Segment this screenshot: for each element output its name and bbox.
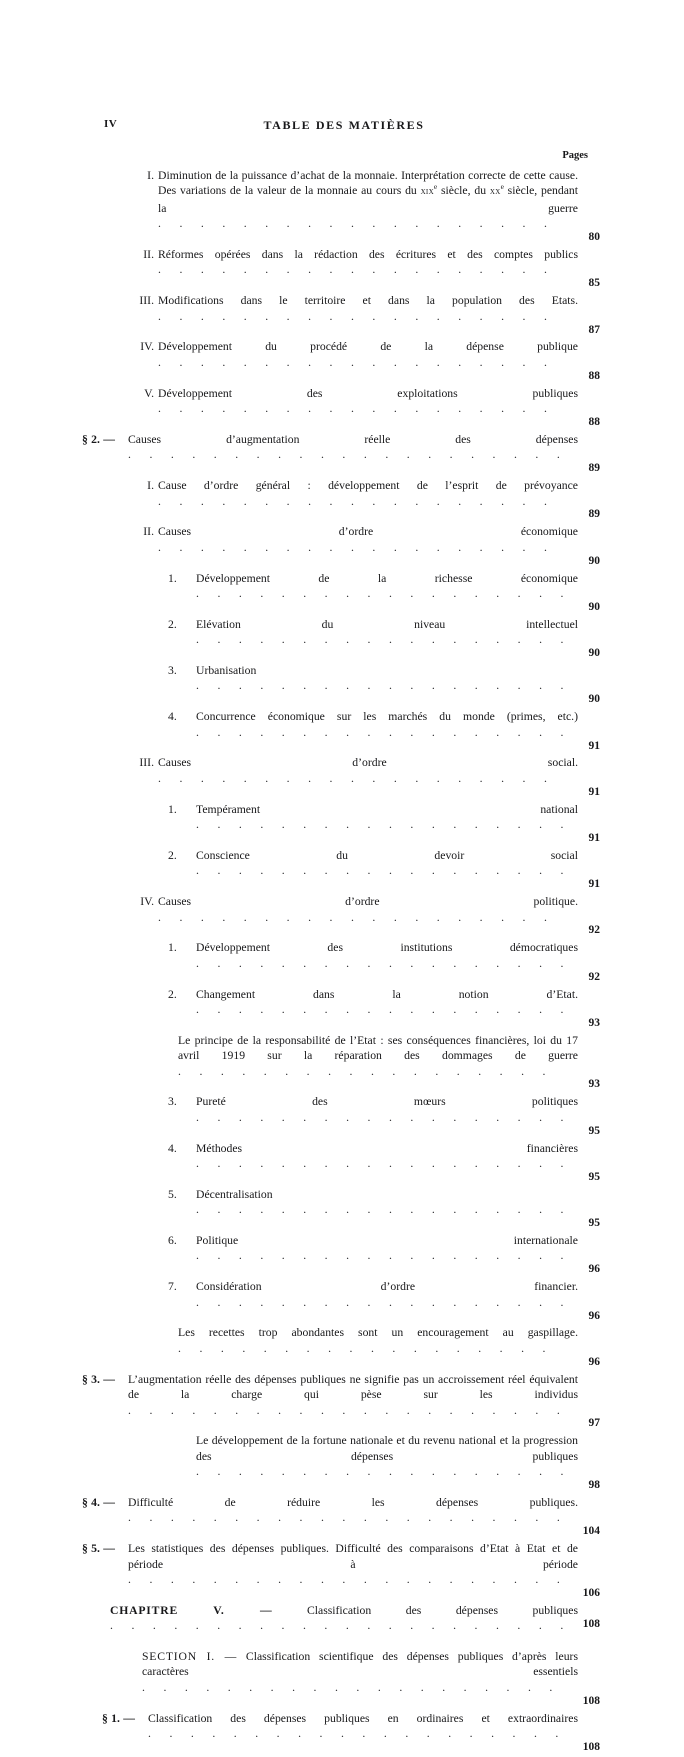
toc-entry-text: III. Modifications dans le territoire et dans la population des Etats. . . . . . . . . . . . . . . . . . . . — [0, 293, 684, 339]
toc-entry-text: § 5. — Les statistiques des dépenses publiques. Difficulté des comparaisons d’Etat à Etat et de période à période . . . . . . . . . . . . . . . . . . . . . — [82, 1542, 578, 1586]
entry-marker: 1. — [168, 571, 177, 585]
entry-marker: 7. — [168, 1280, 177, 1294]
dot-leader: . . . . . . . . . . . . . . . . . . — [196, 1465, 572, 1479]
entry-marker: 6. — [168, 1234, 177, 1248]
dot-leader: . . . . . . . . . . . . . . . . . . — [196, 1002, 572, 1016]
dot-leader: . . . . . . . . . . . . . . . . . . . — [158, 910, 555, 924]
toc-entry-page: 95 — [588, 1124, 600, 1137]
entry-marker: V. — [144, 386, 154, 400]
toc-entry-text: Les recettes trop abondantes sont un encouragement au gaspillage. . . . . . . . . . . . . . . . . . . — [178, 1326, 578, 1355]
toc-entry[interactable] — [0, 293, 684, 339]
toc-entry-text: 4. Concurrence économique sur les marchés du monde (primes, etc.) . . . . . . . . . . . . . . . . . . — [168, 710, 578, 739]
entry-marker: III. — [139, 756, 154, 770]
toc-entry-page: 89 — [588, 462, 600, 475]
toc-entry-page: 96 — [588, 1309, 600, 1322]
entry-marker: 2. — [168, 848, 177, 862]
toc-entry-page: 90 — [588, 693, 600, 706]
toc-entry[interactable] — [0, 1649, 684, 1711]
dot-leader: . . . . . . . . . . . . . . . . . . — [196, 1157, 572, 1170]
toc-entry-page: 108 — [582, 1617, 600, 1630]
dot-leader: . . . . . . . . . . . . . . . . . . . — [158, 263, 555, 277]
dot-leader: . . . . . . . . . . . . . . . . . . . . — [142, 1680, 560, 1694]
toc-entry-page: 80 — [588, 231, 600, 244]
dot-leader: . . . . . . . . . . . . . . . . . . . — [158, 771, 555, 785]
toc-entry-text: IV. Causes d’ordre politique. . . . . . . . . . . . . . . . . . . . — [0, 894, 684, 940]
toc-entry[interactable] — [0, 571, 684, 617]
dot-leader: . . . . . . . . . . . . . . . . . . . . . — [128, 1572, 568, 1586]
entry-marker: CHAPITRE V. — — [110, 1603, 273, 1617]
dot-leader: . . . . . . . . . . . . . . . . . . — [196, 1110, 572, 1124]
entry-marker: 1. — [168, 802, 177, 816]
toc-entry-text: 3. Pureté des mœurs politiques . . . . . . . . . . . . . . . . . . — [168, 1095, 578, 1124]
entry-marker: § 3. — — [82, 1372, 115, 1386]
entry-marker: 2. — [168, 617, 177, 631]
toc-entry-page: 95 — [588, 1170, 600, 1183]
entry-marker: IV. — [140, 340, 154, 354]
toc-entry[interactable] — [0, 1541, 684, 1603]
toc-entry-text: 1. Développement des institutions démocratiques . . . . . . . . . . . . . . . . . . — [168, 941, 578, 970]
entry-marker: I. — [147, 169, 154, 182]
toc-entry-text: Le développement de la fortune nationale et du revenu national et la progression des dépenses publiques . . . . . . . . . . . . . . . . . . — [196, 1434, 578, 1479]
toc-entry-page: 92 — [588, 970, 600, 983]
dot-leader: . . . . . . . . . . . . . . . . . . — [196, 818, 572, 832]
toc-entry-page: 91 — [588, 831, 600, 844]
toc-entry[interactable] — [0, 1711, 684, 1757]
toc-entry-page: 98 — [588, 1479, 600, 1492]
dot-leader: . . . . . . . . . . . . . . . . . . — [196, 1295, 572, 1309]
entry-marker: § 1. — — [102, 1711, 135, 1725]
toc-entry[interactable] — [0, 1094, 684, 1140]
toc-entry-text: II. Causes d’ordre économique . . . . . . . . . . . . . . . . . . . — [0, 524, 684, 570]
dot-leader: . . . . . . . . . . . . . . . . . . — [178, 1064, 554, 1078]
table-of-contents — [0, 168, 684, 1757]
dot-leader: . . . . . . . . . . . . . . . . . . . — [158, 402, 555, 416]
toc-entry-text: 6. Politique internationale . . . . . . . . . . . . . . . . . . — [168, 1234, 578, 1263]
toc-entry-page: 92 — [588, 924, 600, 937]
dot-leader: . . . . . . . . . . . . . . . . . . — [196, 1249, 572, 1263]
entry-marker: III. — [139, 294, 154, 308]
toc-entry-page: 108 — [582, 1740, 600, 1753]
toc-entry-text: I. Cause d’ordre général : développement de l’esprit de prévoyance . . . . . . . . . . . . . . . . . . . — [0, 478, 684, 524]
entry-marker: IV. — [140, 895, 154, 909]
entry-marker: 2. — [168, 987, 177, 1001]
dot-leader: . . . . . . . . . . . . . . . . . . — [196, 586, 572, 600]
toc-entry-page: 87 — [588, 323, 600, 336]
dot-leader: . . . . . . . . . . . . . . . . . . . . . — [128, 1403, 568, 1417]
toc-entry-text: IV. Développement du procédé de la dépense publique . . . . . . . . . . . . . . . . . . . — [0, 339, 684, 385]
toc-entry[interactable] — [0, 339, 684, 385]
toc-entry-text: § 4. — Difficulté de réduire les dépenses publiques. . . . . . . . . . . . . . . . . . . . . . — [82, 1495, 578, 1525]
dot-leader: . . . . . . . . . . . . . . . . . . . — [158, 355, 555, 369]
toc-entry[interactable] — [0, 1433, 684, 1495]
toc-entry-text: V. Développement des exploitations publiques . . . . . . . . . . . . . . . . . . . — [0, 386, 684, 432]
entry-marker: § 4. — — [82, 1495, 115, 1509]
toc-entry-text: 7. Considération d’ordre financier. . . . . . . . . . . . . . . . . . . — [168, 1280, 578, 1309]
toc-entry-page: 88 — [588, 416, 600, 428]
dot-leader: . . . . . . . . . . . . . . . . . . . — [158, 494, 555, 508]
toc-entry-page: 106 — [582, 1586, 600, 1599]
toc-entry-text: 4. Méthodes financières . . . . . . . . . . . . . . . . . . — [168, 1141, 578, 1170]
toc-entry-page: 96 — [588, 1355, 600, 1368]
toc-entry[interactable] — [0, 247, 684, 293]
dot-leader: . . . . . . . . . . . . . . . . . . . — [158, 309, 555, 323]
dot-leader: . . . . . . . . . . . . . . . . . . — [196, 956, 572, 970]
toc-entry-page: 89 — [588, 508, 600, 521]
toc-entry-page: 85 — [588, 277, 600, 290]
toc-entry-text: I. Diminution de la puissance d’achat de la monnaie. Interprétation correcte de cette cause. Des variations de la valeur de la monnaie au cours du xix$^e$ siècle, du $xx^e$ siècle, pendant la guerre . . . . . . . . . . . . . . . . . . . — [0, 168, 684, 247]
entry-marker: 3. — [168, 664, 177, 677]
toc-entry[interactable] — [0, 940, 684, 986]
toc-entry-text: II. Réformes opérées dans la rédaction des écritures et des comptes publics . . . . . . . . . . . . . . . . . . . — [0, 247, 684, 293]
toc-entry[interactable] — [0, 1187, 684, 1233]
dot-leader: . . . . . . . . . . . . . . . . . . — [196, 864, 572, 878]
dot-leader: . . . . . . . . . . . . . . . . . . — [178, 1341, 554, 1355]
entry-marker: II. — [143, 525, 154, 539]
dot-leader: . . . . . . . . . . . . . . . . . . . . . . — [110, 1619, 571, 1633]
toc-entry[interactable] — [0, 1141, 684, 1187]
toc-entry-text: § 3. — L’augmentation réelle des dépenses publiques ne signifie pas un accroissement réel équivalent de la charge qui pèse sur les individus . . . . . . . . . . . . . . . . . . . . . — [82, 1372, 578, 1417]
toc-entry[interactable] — [0, 1603, 684, 1649]
dot-leader: . . . . . . . . . . . . . . . . . . . — [158, 217, 555, 231]
dot-leader: . . . . . . . . . . . . . . . . . . — [196, 679, 572, 693]
toc-entry-text: Le principe de la responsabilité de l’Etat : ses conséquences financières, loi du 17 avril 1919 sur la réparation des dommages de guerre . . . . . . . . . . . . . . . . . . — [178, 1033, 578, 1078]
toc-entry-text: 2. Changement dans la notion d’Etat. . . . . . . . . . . . . . . . . . . — [168, 987, 578, 1016]
dot-leader: . . . . . . . . . . . . . . . . . . — [196, 725, 572, 739]
toc-entry-text: 1. Tempérament national . . . . . . . . . . . . . . . . . . — [168, 802, 578, 832]
toc-entry-text: 2. Conscience du devoir social . . . . . . . . . . . . . . . . . . — [168, 848, 578, 878]
toc-entry[interactable] — [0, 663, 684, 709]
toc-entry[interactable] — [0, 432, 684, 478]
toc-entry[interactable] — [0, 802, 684, 848]
entry-marker: 1. — [168, 941, 177, 955]
toc-entry-page: 97 — [588, 1417, 600, 1430]
toc-entry-page: 90 — [588, 647, 600, 660]
entry-marker: 3. — [168, 1095, 177, 1109]
toc-entry[interactable] — [0, 709, 684, 755]
toc-entry[interactable] — [0, 386, 684, 432]
toc-entry-page: 104 — [582, 1525, 600, 1538]
entry-marker: II. — [143, 248, 154, 262]
dot-leader: . . . . . . . . . . . . . . . . . . — [196, 633, 572, 647]
toc-entry[interactable] — [0, 1372, 684, 1434]
entry-marker: 4. — [168, 1141, 177, 1155]
toc-entry[interactable] — [0, 478, 684, 524]
toc-entry[interactable] — [0, 894, 684, 940]
toc-entry[interactable] — [0, 524, 684, 570]
toc-entry[interactable] — [0, 1325, 684, 1371]
toc-entry-page: 91 — [588, 785, 600, 798]
toc-entry-page: 93 — [588, 1016, 600, 1029]
toc-entry[interactable] — [0, 848, 684, 894]
dot-leader: . . . . . . . . . . . . . . . . . . . . . — [128, 448, 568, 462]
running-head — [104, 118, 584, 134]
toc-entry-page: 93 — [588, 1078, 600, 1091]
dot-leader: . . . . . . . . . . . . . . . . . . . . . — [128, 1511, 568, 1525]
toc-entry[interactable] — [0, 987, 684, 1033]
entry-marker: § 2. — — [82, 432, 115, 446]
toc-entry[interactable] — [0, 168, 684, 247]
toc-entry-page: 108 — [582, 1694, 600, 1707]
toc-entry[interactable] — [0, 1033, 684, 1095]
toc-entry-text: 5. Décentralisation . . . . . . . . . . . . . . . . . . — [168, 1187, 572, 1217]
toc-entry-text: § 1. — Classification des dépenses publiques en ordinaires et extraordinaires . . . . . . . . . . . . . . . . . . . . — [102, 1711, 578, 1741]
toc-entry-text: CHAPITRE V. — Classification des dépenses publiques . . . . . . . . . . . . . . . . . . . . . . — [110, 1603, 578, 1633]
entry-marker: § 5. — — [82, 1542, 115, 1556]
folio-number: IV — [104, 118, 118, 130]
toc-entry-text: SECTION I. — Classification scientifique des dépenses publiques d’après leurs caractères essentiels . . . . . . . . . . . . . . . . . . . . — [142, 1650, 578, 1694]
dot-leader: . . . . . . . . . . . . . . . . . . . — [158, 540, 555, 554]
toc-entry[interactable] — [0, 617, 684, 663]
toc-entry-page: 91 — [588, 878, 600, 891]
toc-entry-page: 90 — [588, 600, 600, 613]
toc-entry-page: 90 — [588, 554, 600, 567]
toc-entry[interactable] — [0, 1495, 684, 1541]
dot-leader: . . . . . . . . . . . . . . . . . . . . — [148, 1727, 566, 1741]
pages-column-label: Pages — [562, 150, 588, 161]
entry-marker: I. — [147, 479, 154, 493]
toc-entry-text: III. Causes d’ordre social. . . . . . . . . . . . . . . . . . . . — [0, 755, 684, 801]
dot-leader: . . . . . . . . . . . . . . . . . . — [196, 1203, 572, 1217]
toc-entry[interactable] — [0, 1279, 684, 1325]
toc-entry-page: 95 — [588, 1217, 600, 1230]
page-title: TABLE DES MATIÈRES — [263, 118, 425, 132]
toc-entry[interactable] — [0, 1233, 684, 1279]
toc-entry-page: 88 — [588, 369, 600, 382]
toc-entry-text: 1. Développement de la richesse économique . . . . . . . . . . . . . . . . . . — [168, 571, 578, 600]
toc-entry-text: § 2. — Causes d’augmentation réelle des dépenses . . . . . . . . . . . . . . . . . . . . . — [82, 432, 578, 462]
toc-entry-page: 96 — [588, 1263, 600, 1276]
toc-entry-text: 3. Urbanisation . . . . . . . . . . . . . . . . . . — [168, 664, 572, 693]
toc-entry[interactable] — [0, 755, 684, 801]
toc-entry-page: 91 — [588, 739, 600, 752]
entry-marker: SECTION I. — — [142, 1650, 238, 1663]
toc-entry-text: 2. Elévation du niveau intellectuel . . . . . . . . . . . . . . . . . . — [168, 617, 578, 647]
entry-marker: 5. — [168, 1187, 177, 1201]
entry-marker: 4. — [168, 710, 177, 724]
